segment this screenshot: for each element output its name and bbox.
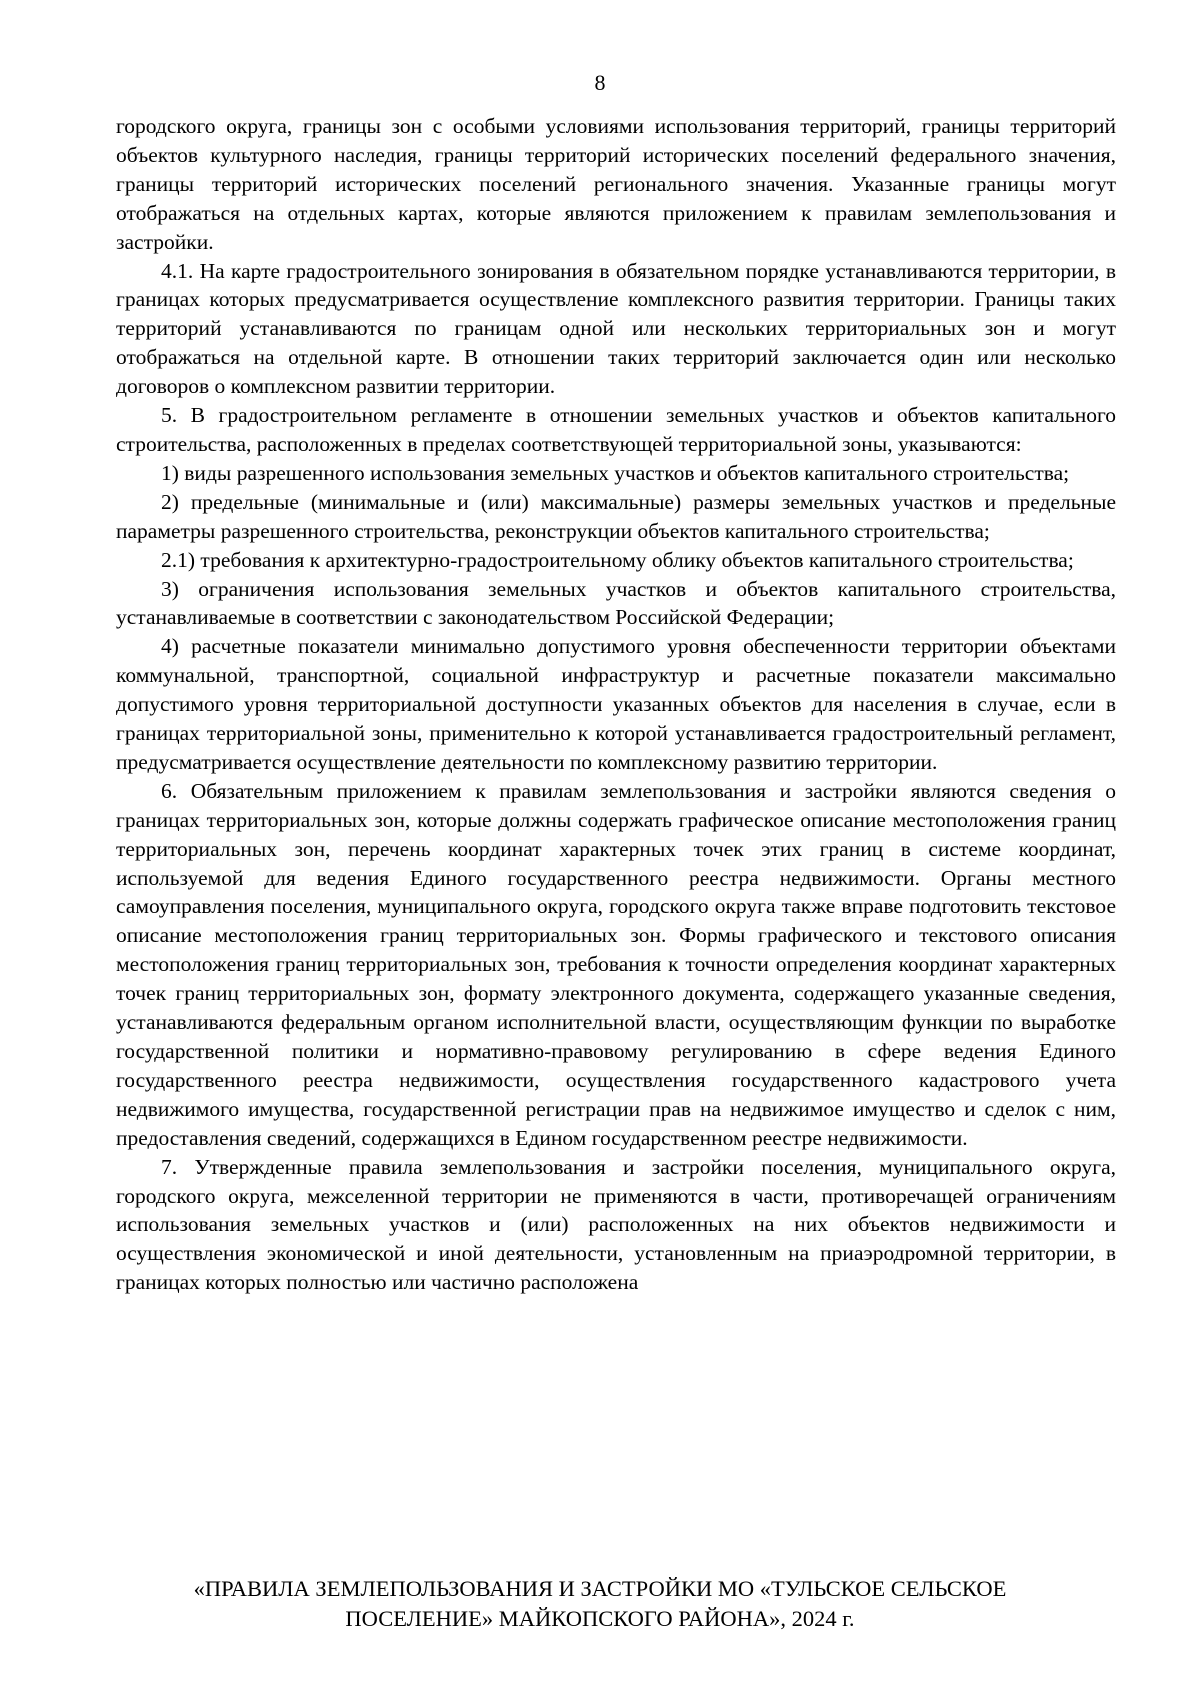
list-item-3: 3) ограничения использования земельных участков и объектов капитального строительства, устанавливаемые в соответствии с законодательством Российской Федерации; xyxy=(116,576,1116,630)
page-number: 8 xyxy=(594,70,606,95)
list-item-2: 2) предельные (минимальные и (или) максимальные) размеры земельных участков и предельные параметры разрешенного строительства, реконструкции объектов капитального строительства; xyxy=(116,489,1116,543)
list-item-2-1: 2.1) требования к архитектурно-градостроительному облику объектов капитального строительства; xyxy=(161,547,1074,572)
paragraph-7: 7. Утвержденные правила землепользования и застройки поселения, муниципального округа, городского округа, межселенной территории не применяются в части, противоречащей ограничениям использования земельных участков и (или) расположенных на них объектов недвижимости и осуществления экономической и иной деятельности, установленным на приаэродромной территории, в границах которых полностью или частично расположена xyxy=(116,1154,1116,1295)
paragraph-6: 6. Обязательным приложением к правилам землепользования и застройки являются сведения о границах территориальных зон, которые должны содержать графическое описание местоположения границ территориальных зон, перечень координат характерных точек этих границ в системе координат, используемой для ведения Единого государственного реестра недвижимости. Органы местного самоуправления поселения, муниципального округа, городского округа также вправе подготовить текстовое описание местоположения границ территориальных зон. Формы графического и текстового описания местоположения границ территориальных зон, требования к точности определения координат характерных точек границ территориальных зон, формату электронного документа, содержащего указанные сведения, устанавливаются федеральным органом исполнительной власти, осуществляющим функции по выработке государственной политики и нормативно-правовому регулированию в сфере ведения Единого государственного реестра недвижимости, осуществления государственного кадастрового учета недвижимого имущества, государственной регистрации прав на недвижимое имущество и сделок с ним, предоставления сведений, содержащихся в Едином государственном реестре недвижимости. xyxy=(116,778,1116,1150)
paragraph-continuation: городского округа, границы зон с особыми условиями использования территорий, границы территорий объектов культурного наследия, границы территорий исторических поселений федерального значения, границы территорий исторических поселений регионального значения. Указанные границы могут отображаться на отдельных картах, которые являются приложением к правилам землепользования и застройки. xyxy=(116,114,1116,254)
list-item-4: 4) расчетные показатели минимально допустимого уровня обеспеченности территории объектами коммунальной, транспортной, социальной инфраструктур и расчетные показатели максимально допустимого уровня территориальной доступности указанных объектов для населения в случае, если в границах территориальной зоны, применительно к которой устанавливается градостроительный регламент, предусматривается осуществление деятельности по комплексному развитию территории. xyxy=(116,634,1116,774)
paragraph-4-1: 4.1. На карте градостроительного зонирования в обязательном порядке устанавливаются территории, в границах которых предусматривается осуществление комплексного развития территории. Границы таких территорий устанавливаются по границам одной или нескольких территориальных зон и могут отображаться на отдельной карте. В отношении таких территорий заключается один или несколько договоров о комплексном развитии территории. xyxy=(116,258,1116,399)
list-item-1: 1) виды разрешенного использования земельных участков и объектов капитального строительства; xyxy=(161,460,1070,485)
footer-line-1: «ПРАВИЛА ЗЕМЛЕПОЛЬЗОВАНИЯ И ЗАСТРОЙКИ МО «ТУЛЬСКОЕ СЕЛЬСКОЕ xyxy=(193,1576,1007,1601)
document-footer xyxy=(0,1574,1200,1634)
document-body xyxy=(116,112,1116,1297)
paragraph-5: 5. В градостроительном регламенте в отношении земельных участков и объектов капитального строительства, расположенных в пределах соответствующей территориальной зоны, указываются: xyxy=(116,403,1116,456)
footer-line-2: ПОСЕЛЕНИЕ» МАЙКОПСКОГО РАЙОНА», 2024 г. xyxy=(345,1606,855,1631)
